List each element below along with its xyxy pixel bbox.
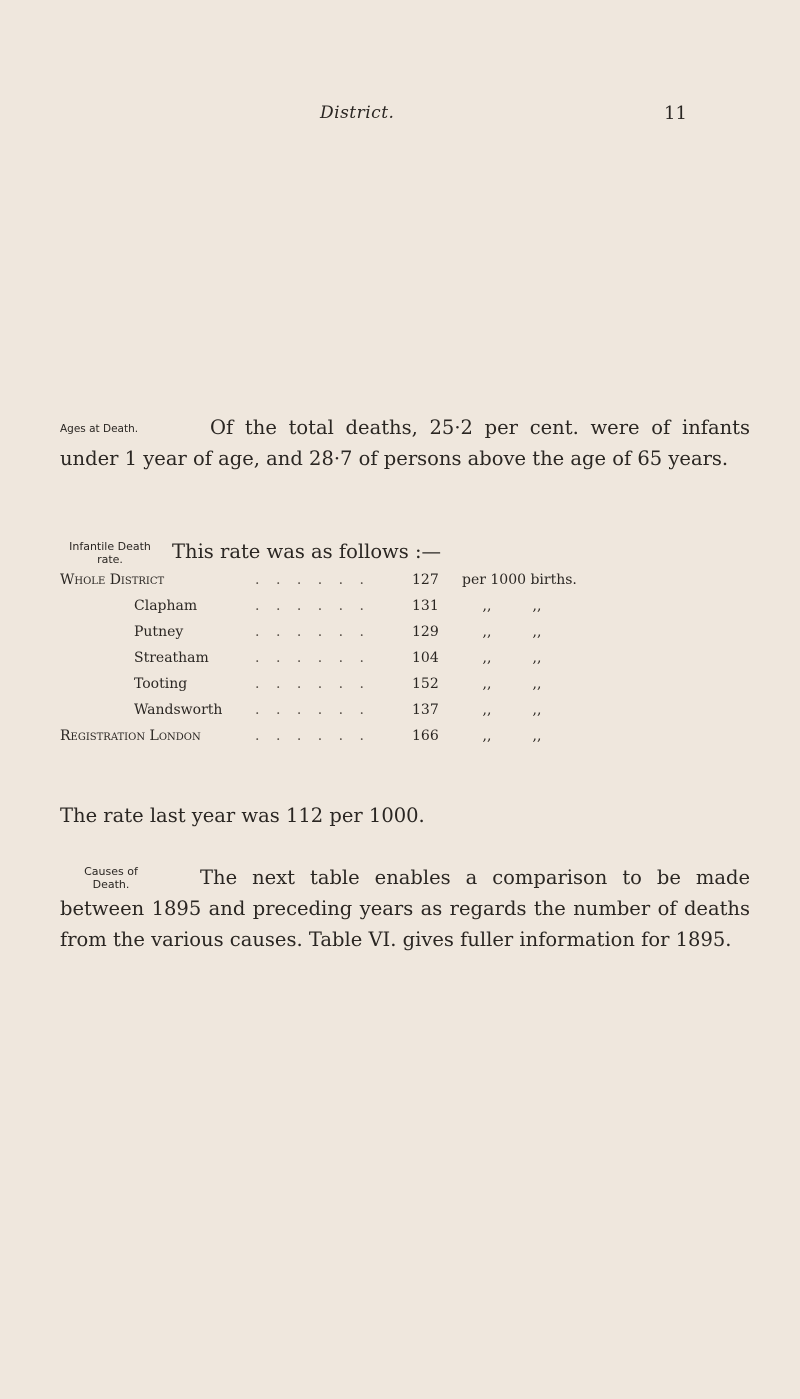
paragraph-causes-text: The next table enables a comparison to be made between 1895 and preceding years as regards the number of deaths from the various causes. Table VI. gives fuller information for 1895. [60, 866, 750, 951]
table-cell-rate: 166 [412, 728, 439, 744]
unit-text: per 1000 births. [462, 572, 577, 588]
table-cell-unit [462, 619, 760, 645]
ditto-mark: ,, [482, 650, 492, 666]
ditto-mark: ,, [532, 728, 542, 744]
paragraph-rate-intro [60, 536, 750, 567]
leader-dots: . . . . . . [255, 624, 370, 640]
table-cell-district [60, 593, 390, 619]
table-cell-unit [462, 645, 760, 671]
margin-note-line: Causes of [84, 865, 138, 878]
table-row [60, 567, 760, 593]
ditto-mark: ,, [532, 598, 542, 614]
table-cell-rate: 152 [412, 676, 439, 692]
ditto-mark: ,, [482, 702, 492, 718]
ditto-mark: ,, [532, 650, 542, 666]
table-cell-unit [462, 671, 760, 697]
table-row [60, 723, 760, 749]
page-number: 11 [664, 103, 687, 124]
running-header-title: District. [320, 103, 395, 123]
ditto-mark: ,, [482, 728, 492, 744]
table-row [60, 619, 760, 645]
leader-dots: . . . . . . [255, 650, 370, 666]
leader-dots: . . . . . . [255, 598, 370, 614]
margin-note-ages-at-death: Ages at Death. [60, 423, 139, 435]
district-name: Wandsworth [134, 702, 223, 718]
leader-dots: . . . . . . [255, 702, 370, 718]
table-row [60, 645, 760, 671]
table-cell-rate: 131 [412, 598, 439, 614]
infantile-death-rate-table [60, 567, 760, 749]
table-cell-rate: 137 [412, 702, 439, 718]
paragraph-rate-intro-text: This rate was as follows :— [172, 540, 442, 563]
ditto-mark: ,, [532, 624, 542, 640]
ditto-mark: ,, [482, 676, 492, 692]
table-cell-district [60, 567, 390, 593]
paragraph-ages-at-death [60, 412, 750, 474]
district-name: Tooting [134, 676, 188, 692]
table-cell-rate: 127 [412, 572, 439, 588]
table-cell-unit [462, 723, 760, 749]
margin-note-line: rate. [97, 553, 123, 566]
table-cell-district [60, 723, 390, 749]
district-name: Whole District [60, 572, 165, 588]
ditto-mark: ,, [482, 598, 492, 614]
leader-dots: . . . . . . [255, 572, 370, 588]
table-cell-unit [462, 567, 760, 593]
paragraph-ages-text: Of the total deaths, 25·2 per cent. were of infants under 1 year of age, and 28·7 of persons above the age of 65 years. [60, 416, 750, 470]
table-cell-district [60, 619, 390, 645]
ditto-mark: ,, [532, 702, 542, 718]
paragraph-last-year [60, 800, 750, 831]
table-cell-rate: 129 [412, 624, 439, 640]
district-name: Registration London [60, 728, 201, 744]
table-row [60, 671, 760, 697]
ditto-mark: ,, [532, 676, 542, 692]
table-row [60, 593, 760, 619]
district-name: Clapham [134, 598, 198, 614]
district-name: Streatham [134, 650, 209, 666]
table-cell-district [60, 671, 390, 697]
table-cell-district [60, 697, 390, 723]
margin-note-line: Death. [92, 878, 130, 891]
table-cell-unit [462, 697, 760, 723]
table-row [60, 697, 760, 723]
leader-dots: . . . . . . [255, 728, 370, 744]
paragraph-last-year-text: The rate last year was 112 per 1000. [60, 804, 425, 827]
table-cell-rate: 104 [412, 650, 439, 666]
paragraph-causes-of-death [60, 862, 750, 955]
table-cell-district [60, 645, 390, 671]
ditto-mark: ,, [482, 624, 492, 640]
leader-dots: . . . . . . [255, 676, 370, 692]
margin-note-line: Infantile Death [69, 540, 151, 553]
table-cell-unit [462, 593, 760, 619]
district-name: Putney [134, 624, 184, 640]
